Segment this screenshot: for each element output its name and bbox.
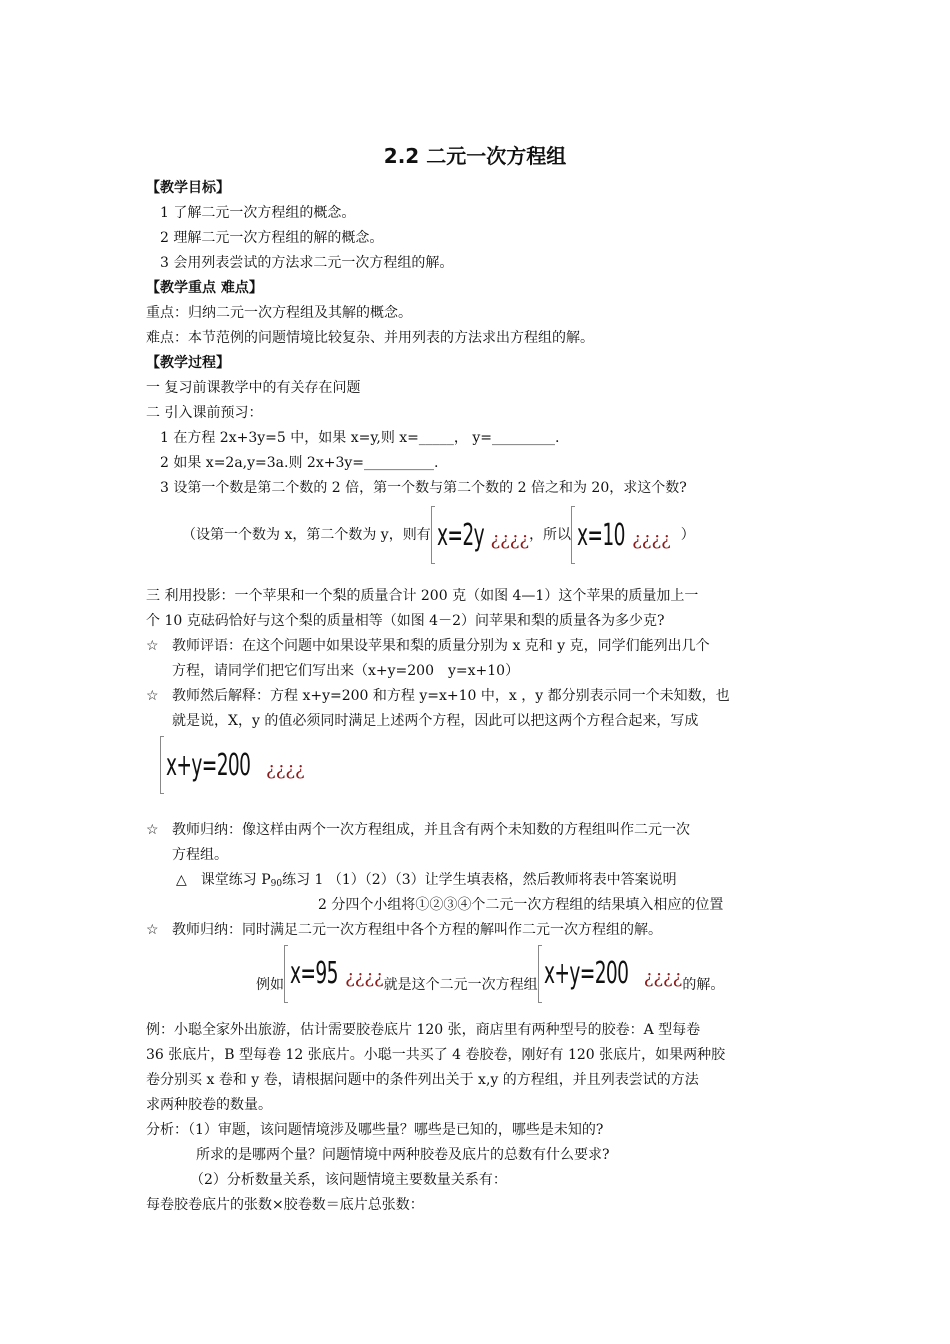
equation-system <box>431 506 529 564</box>
brace <box>431 506 435 564</box>
question-1: 1 在方程 2x+3y=5 中，如果 x=y,则 x=_____， y=_________. <box>160 430 560 446</box>
equation-text: x+y=200 <box>166 748 251 783</box>
analysis-step-2: （2）分析数量关系，该问题情境主要数量关系有： <box>190 1172 507 1188</box>
brace <box>571 506 575 564</box>
teacher-comment: 教师评语：在这个问题中如果设苹果和梨的质量分别为 x 克和 y 克，同学们能列出几个 <box>172 638 710 654</box>
goal-item: 3 会用列表尝试的方法求二元一次方程组的解。 <box>160 255 454 271</box>
equation-text: x=2y <box>436 518 484 553</box>
quantity-relation: 每卷胶卷底片的张数×胶卷数＝底片总张数： <box>146 1197 424 1213</box>
difficulty-text: 难点：本节范例的问题情境比较复杂、并用列表的方法求出方程组的解。 <box>146 330 594 346</box>
focus-text: 重点：归纳二元一次方程组及其解的概念。 <box>146 305 412 321</box>
section-review: 一 复习前课教学中的有关存在问题 <box>146 380 361 396</box>
class-practice <box>176 870 677 894</box>
question-3-equation-line <box>182 505 695 565</box>
example-problem: 例：小聪全家外出旅游，估计需要胶卷底片 120 张，商店里有两种型号的胶卷：A 型每卷 <box>146 1022 701 1038</box>
star-bullet-icon: ☆ <box>146 688 159 704</box>
practice-text-cont: 练习 1 （1）（2）（3）让学生填表格，然后教师将表中答案说明 <box>282 872 677 888</box>
brace <box>538 945 542 1003</box>
analysis-step-1: 分析：（1）审题，该问题情境涉及哪些量？哪些是已知的，哪些是未知的? <box>146 1122 604 1138</box>
garbled-glyphs: ¿¿¿¿ <box>643 967 683 988</box>
example-solution-line <box>256 945 724 1005</box>
example-problem-cont: 36 张底片，B 型每卷 12 张底片。小聪一共买了 4 卷胶卷，刚好有 120 张底片，如果两种胶 <box>146 1047 726 1063</box>
brace <box>284 945 288 1003</box>
analysis-step-1-cont: 所求的是哪两个量？问题情境中两种胶卷及底片的总数有什么要求? <box>196 1147 610 1163</box>
teacher-summary-cont: 方程组。 <box>172 847 228 863</box>
combined-equation-line <box>160 735 305 795</box>
equation-text: x+y=200 <box>543 956 629 991</box>
example-prefix: 例如 <box>256 977 284 993</box>
star-bullet-icon: ☆ <box>146 822 159 838</box>
example-problem-cont: 求两种胶卷的数量。 <box>146 1097 272 1113</box>
equation-system <box>284 945 384 1003</box>
page-title: 2.2 二元一次方程组 <box>383 144 567 168</box>
goals-heading: 【教学目标】 <box>146 180 230 196</box>
teacher-explain: 教师然后解释：方程 x+y=200 和方程 y=x+10 中，x ，y 都分别表示同一个未知数，也 <box>172 688 730 704</box>
garbled-glyphs: ¿¿¿¿ <box>632 529 671 550</box>
q3-middle: ，所以 <box>529 527 572 543</box>
goal-item: 1 了解二元一次方程组的概念。 <box>160 205 356 221</box>
practice-text: △ 课堂练习 P <box>176 872 271 888</box>
garbled-glyphs: ¿¿¿¿ <box>345 967 384 988</box>
equation-text: x=10 <box>577 518 625 553</box>
keypoints-heading: 【教学重点 难点】 <box>146 280 263 296</box>
section-projection: 三 利用投影：一个苹果和一个梨的质量合计 200 克（如图 4—1）这个苹果的质量加上一 <box>146 588 699 604</box>
star-bullet-icon: ☆ <box>146 638 159 654</box>
section-preview: 二 引入课前预习： <box>146 405 263 421</box>
process-heading: 【教学过程】 <box>146 355 230 371</box>
section-projection-cont: 个 10 克砝码恰好与这个梨的质量相等（如图 4－2）问苹果和梨的质量各为多少克? <box>146 613 665 629</box>
question-3: 3 设第一个数是第二个数的 2 倍，第一个数与第二个数的 2 倍之和为 20，求这个数? <box>160 480 687 496</box>
example-suffix: 的解。 <box>682 977 725 993</box>
practice-page-subscript: 90 <box>270 879 283 889</box>
teacher-explain-cont: 就是说，X，y 的值必须同时满足上述两个方程，因此可以把这两个方程合起来，写成 <box>172 713 699 729</box>
brace <box>160 736 164 794</box>
equation-text: x=95 <box>290 956 338 991</box>
garbled-glyphs: ¿¿¿¿ <box>490 529 530 550</box>
equation-system <box>160 736 305 794</box>
star-bullet-icon: ☆ <box>146 922 159 938</box>
group-task: 2 分四个小组将①②③④个二元一次方程组的结果填入相应的位置 <box>318 897 724 913</box>
q3-suffix: ） <box>680 527 695 543</box>
teacher-definition: 教师归纳：同时满足二元一次方程组中各个方程的解叫作二元一次方程组的解。 <box>172 922 662 938</box>
goal-item: 2 理解二元一次方程组的解的概念。 <box>160 230 384 246</box>
teacher-summary: 教师归纳：像这样由两个一次方程组成，并且含有两个未知数的方程组叫作二元一次 <box>172 822 690 838</box>
garbled-glyphs: ¿¿¿¿ <box>266 759 305 780</box>
equation-system <box>538 945 683 1003</box>
teacher-comment-cont: 方程，请同学们把它们写出来（x+y=200 y=x+10） <box>172 663 520 679</box>
example-middle: 就是这个二元一次方程组 <box>383 977 538 993</box>
example-problem-cont: 卷分别买 x 卷和 y 卷，请根据问题中的条件列出关于 x,y 的方程组，并且列表尝试的方法 <box>146 1072 699 1088</box>
q3-prefix: （设第一个数为 x，第二个数为 y，则有 <box>182 527 431 543</box>
equation-system <box>571 506 671 564</box>
question-2: 2 如果 x=2a,y=3a.则 2x+3y=__________. <box>160 455 439 471</box>
